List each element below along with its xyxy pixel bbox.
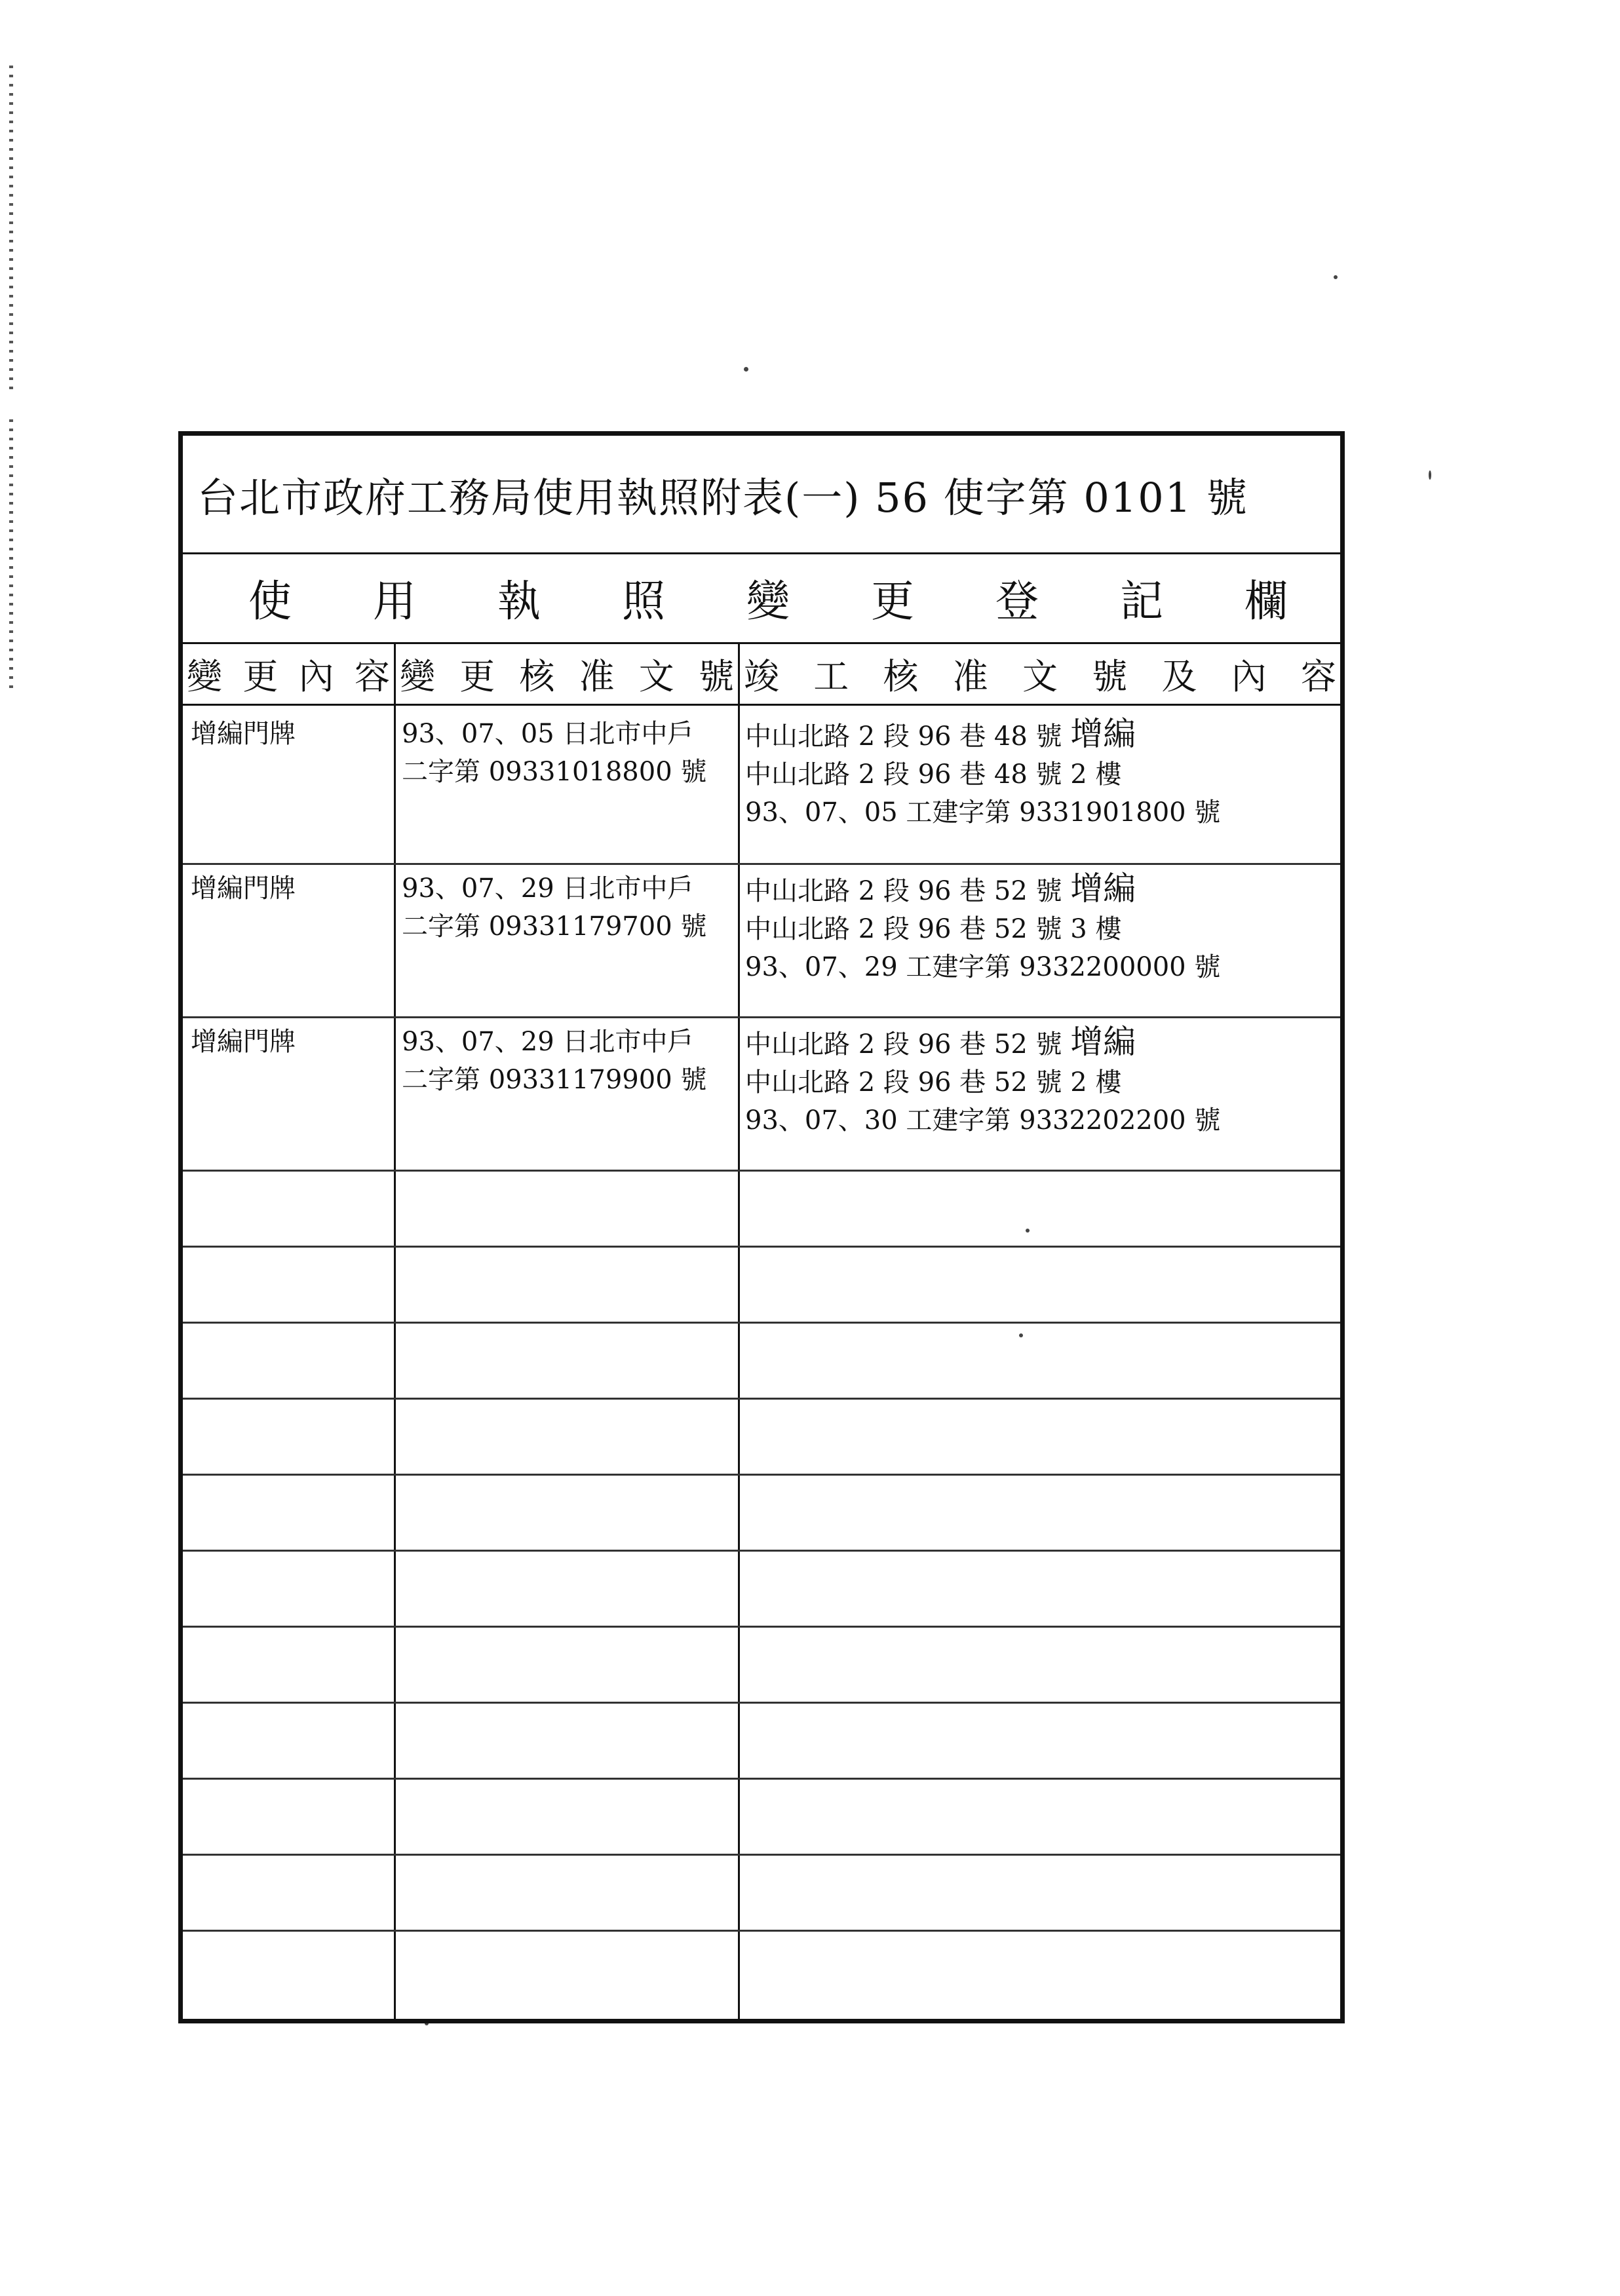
completion-tag: 增編	[1070, 870, 1136, 908]
column-header-approval: 變 更 核 准 文 號	[396, 644, 738, 706]
scan-edge-marks	[9, 66, 13, 393]
row-approval: 93、07、29 日北市中戶 二字第 09331179700 號	[402, 873, 707, 942]
section-heading	[183, 552, 1340, 644]
empty-row-divider	[183, 1474, 1340, 1476]
column-header-content: 變 更 內 容	[183, 644, 394, 706]
column-divider	[738, 644, 740, 2019]
row-approval: 93、07、05 日北市中戶 二字第 09331018800 號	[402, 719, 707, 787]
scan-speck	[1429, 470, 1431, 480]
row-approval: 93、07、29 日北市中戶 二字第 09331179900 號	[402, 1027, 707, 1095]
heading-char: 執	[497, 576, 541, 626]
scan-speck	[1334, 275, 1338, 279]
row-divider	[183, 863, 1340, 865]
heading-char: 記	[1120, 576, 1163, 626]
row-divider	[183, 1016, 1340, 1018]
row-content: 增編門牌	[191, 873, 296, 904]
scan-edge-marks	[9, 419, 13, 695]
heading-char: 欄	[1244, 576, 1288, 626]
heading-char: 使	[248, 576, 292, 626]
heading-char: 變	[746, 576, 790, 626]
empty-row-divider	[183, 1778, 1340, 1780]
heading-char: 照	[622, 576, 665, 626]
empty-row-divider	[183, 1854, 1340, 1856]
heading-char: 登	[995, 576, 1039, 626]
heading-char: 更	[871, 576, 914, 626]
form-title: 台北市政府工務局使用執照附表(一) 56 使字第 0101 號	[183, 436, 1340, 554]
row-completion: 中山北路 2 段 96 巷 48 號 增編 中山北路 2 段 96 巷 48 號 2 樓 93、07、05 工建字第 9331901800 號	[745, 715, 1221, 828]
completion-tag: 增編	[1070, 715, 1136, 753]
empty-row-divider	[183, 1398, 1340, 1400]
completion-tag: 增編	[1070, 1023, 1136, 1061]
empty-row-divider	[183, 1702, 1340, 1704]
heading-char: 用	[373, 576, 416, 626]
row-completion: 中山北路 2 段 96 巷 52 號 增編 中山北路 2 段 96 巷 52 號 2 樓 93、07、30 工建字第 9332202200 號	[745, 1023, 1221, 1136]
row-content: 增編門牌	[191, 1027, 296, 1057]
registration-form	[178, 431, 1345, 2023]
empty-row-divider	[183, 1246, 1340, 1248]
column-divider	[394, 644, 396, 2019]
empty-row-divider	[183, 1626, 1340, 1628]
row-divider	[183, 1170, 1340, 1172]
column-header-completion: 竣 工 核 准 文 號 及 內 容	[740, 644, 1340, 706]
empty-row-divider	[183, 1550, 1340, 1552]
scan-speck	[744, 367, 748, 372]
row-content: 增編門牌	[191, 719, 296, 749]
empty-row-divider	[183, 1322, 1340, 1324]
row-completion: 中山北路 2 段 96 巷 52 號 增編 中山北路 2 段 96 巷 52 號 3 樓 93、07、29 工建字第 9332200000 號	[745, 870, 1221, 982]
empty-row-divider	[183, 1930, 1340, 1932]
